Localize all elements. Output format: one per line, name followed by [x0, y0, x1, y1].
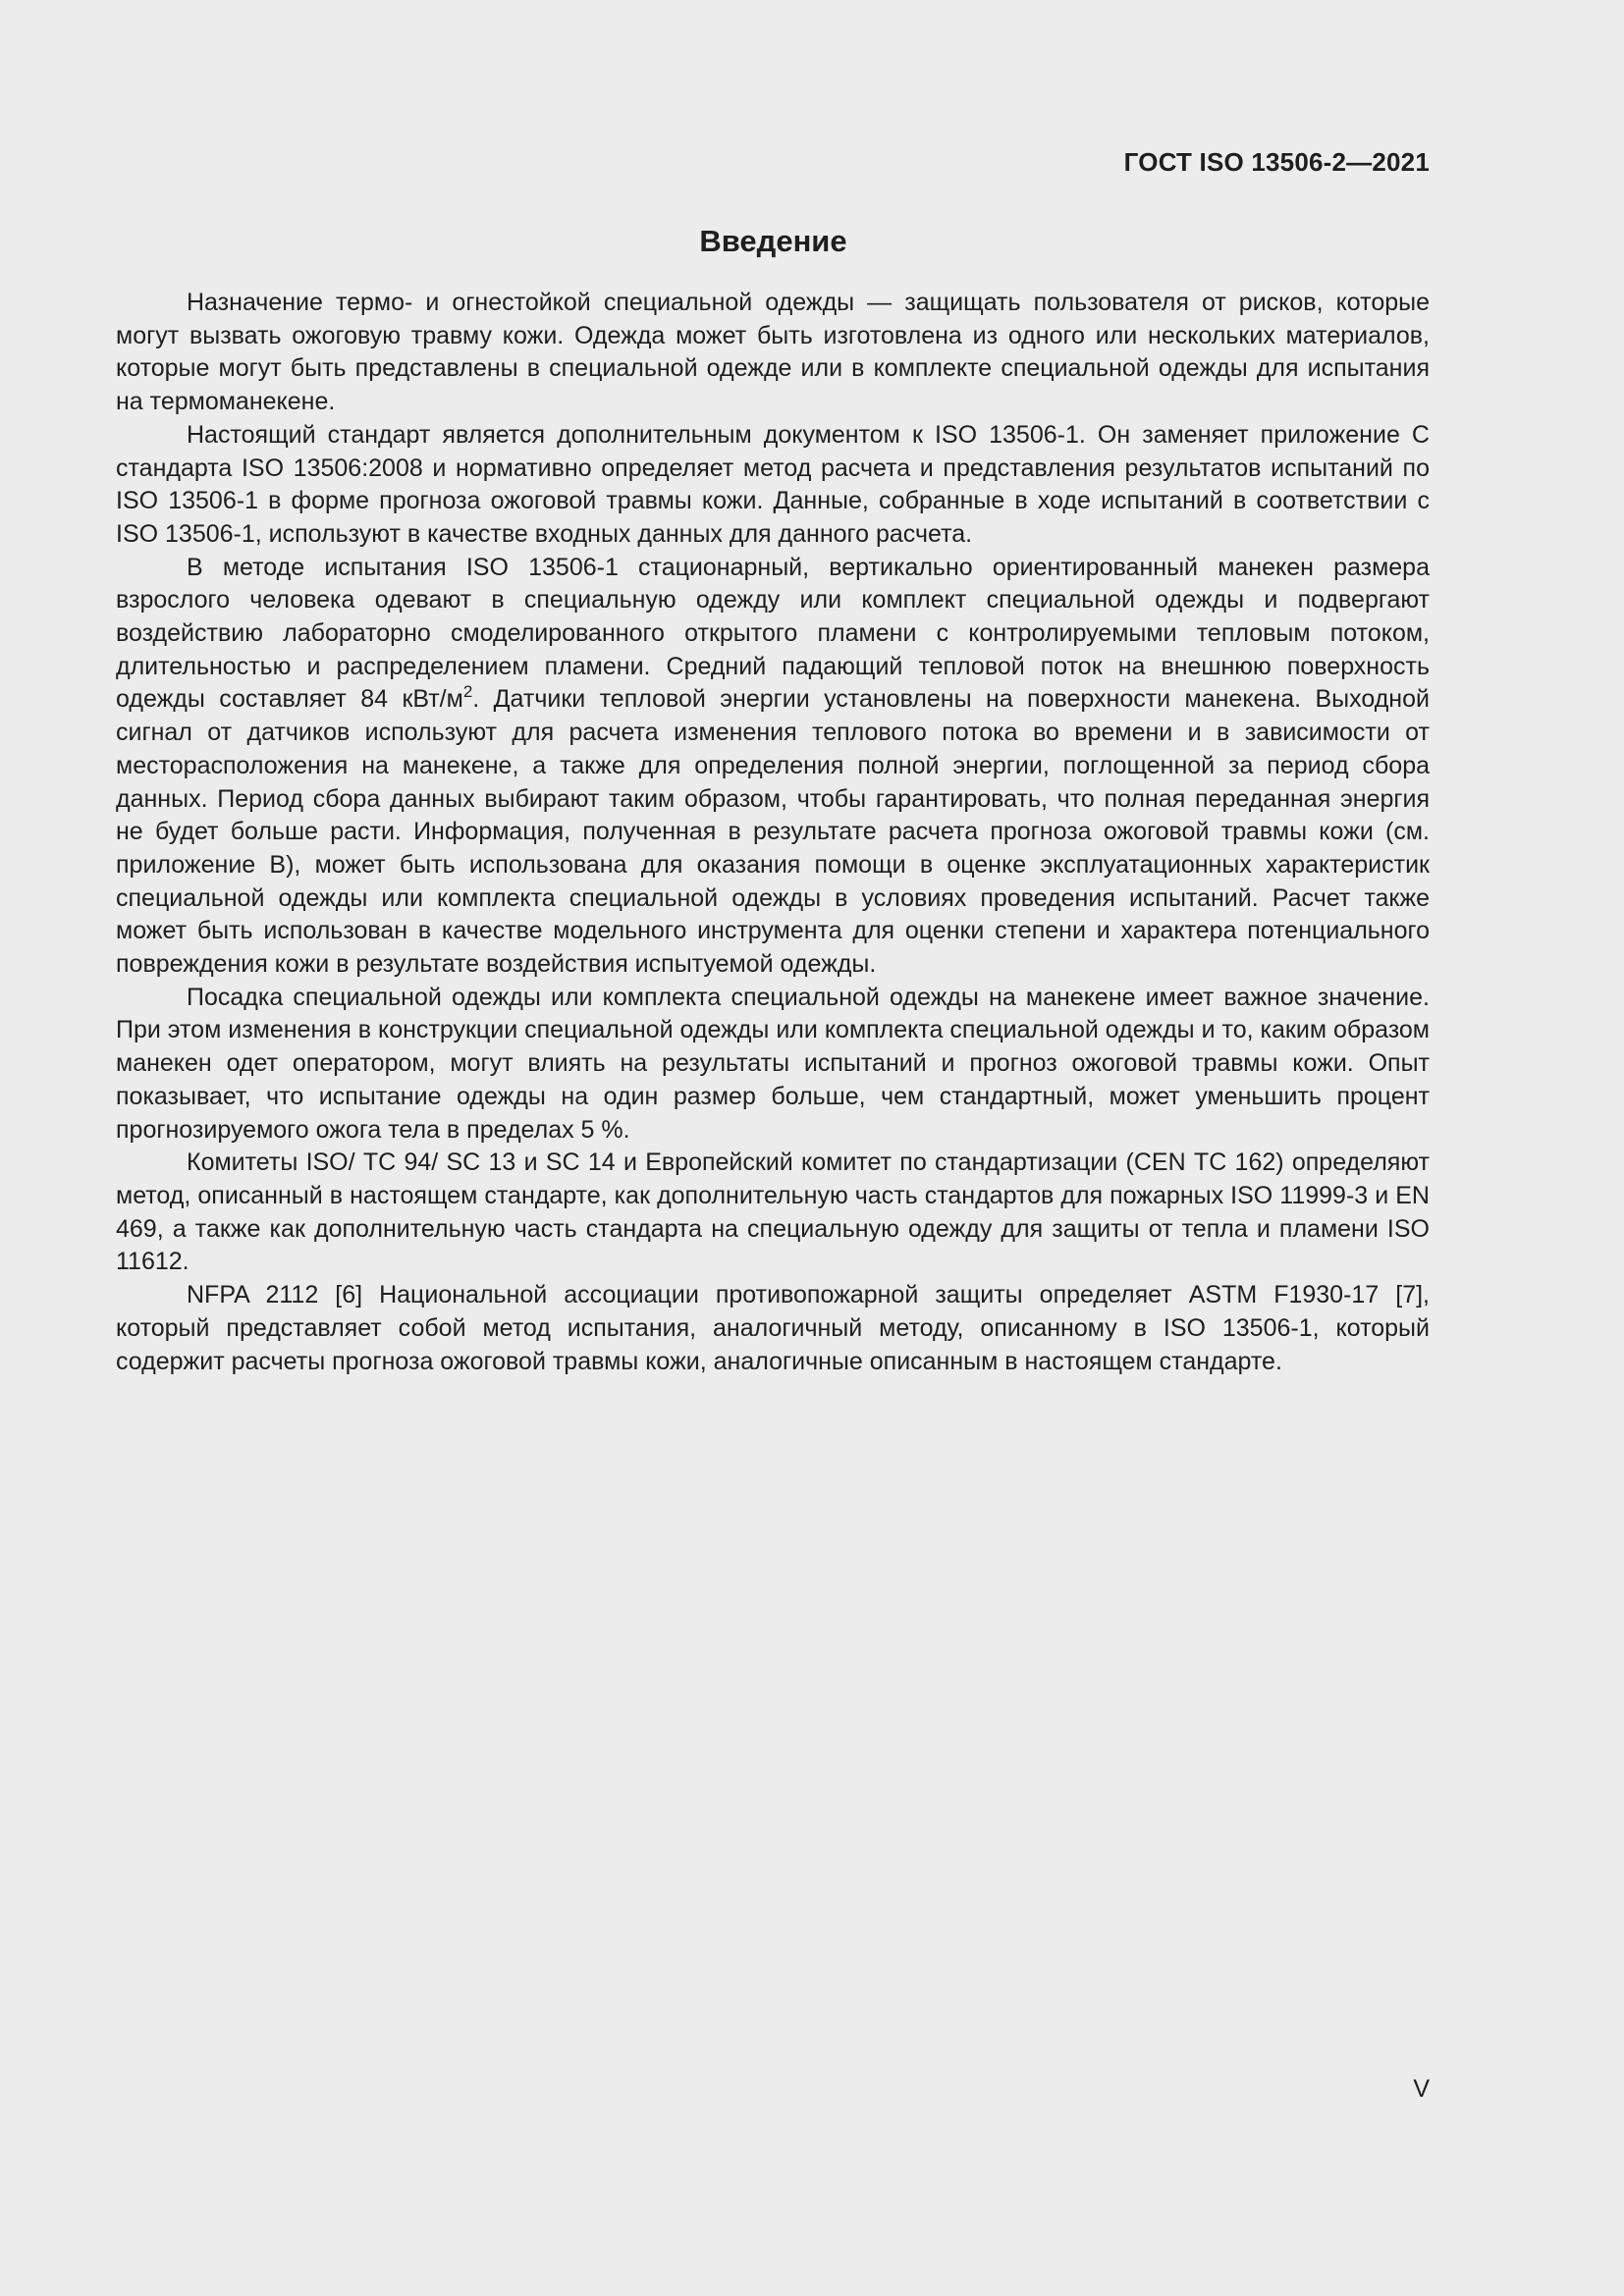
section-title: Введение: [699, 224, 847, 258]
document-code-header: ГОСТ ISO 13506-2—2021: [1123, 147, 1430, 177]
paragraph-test-method-part-2: . Датчики тепловой энергии установлены на поверхности манекена. Выходной сигнал от датчиков используют для расчета изменения теплового потока во времени и в зависимости от месторасположения на манекене, а также для определения полной энергии, поглощенной за период сбора данных. Период сбора данных выбирают таким образом, чтобы гарантировать, что полная переданная энергия не будет больше расти. Информация, полученная в результате расчета прогноза ожоговой травмы кожи (см. приложение В), может быть использована для оказания помощи в оценке эксплуатационных характеристик специальной одежды или комплекта специальной одежды в условиях проведения испытаний. Расчет также может быть использован в качестве модельного инструмента для оценки степени и характера потенциального повреждения кожи в результате воздействия испытуемой одежды.: [116, 685, 1430, 979]
unit-superscript: 2: [462, 682, 473, 702]
paragraph-scope: Настоящий стандарт является дополнительным документом к ISO 13506-1. Он заменяет приложение С стандарта ISO 13506:2008 и нормативно определяет метод расчета и представления результатов испытаний по ISO 13506-1 в форме прогноза ожоговой травмы кожи. Данные, собранные в ходе испытаний в соответствии с ISO 13506-1, используют в качестве входных данных для данного расчета.: [116, 420, 1430, 548]
paragraph-test-method-part-1: В методе испытания ISO 13506-1 стационарный, вертикально ориентированный манекен размера взрослого человека одевают в специальную одежду или комплект специальной одежды и подвергают воздействию лабораторно смоделированного открытого пламени с контролируемыми тепловым потоком, длительностью и распределением пламени. Средний падающий тепловой поток на внешнюю поверхность одежды составляет 84 кВт/м: [116, 553, 1430, 714]
paragraph-garment-fit: Посадка специальной одежды или комплекта специальной одежды на манекене имеет важное значение. При этом изменения в конструкции специальной одежды или комплекта специальной одежды и то, каким образом манекен одет оператором, могут влиять на результаты испытаний и прогноз ожоговой травмы кожи. Опыт показывает, что испытание одежды на один размер больше, чем стандартный, может уменьшить процент прогнозируемого ожога тела в пределах 5 %.: [116, 983, 1430, 1144]
paragraph-test-method: [116, 552, 1430, 982]
paragraph-purpose: Назначение термо- и огнестойкой специальной одежды — защищать пользователя от рисков, которые могут вызвать ожоговую травму кожи. Одежда может быть изготовлена из одного или нескольких материалов, которые могут быть представлены в специальной одежде или в комплекте специальной одежды для испытания на термоманекене.: [116, 289, 1430, 416]
body-text: [116, 287, 1430, 1378]
paragraph-nfpa: NFPA 2112 [6] Национальной ассоциации противопожарной защиты определяет ASTM F1930-17 [7], который представляет собой метод испытания, аналогичный методу, описанному в ISO 13506-1, который содержит расчеты прогноза ожоговой травмы кожи, аналогичные описанным в настоящем стандарте.: [116, 1281, 1430, 1375]
paragraph-committees: Комитеты ISO/ ТС 94/ SC 13 и SC 14 и Европейский комитет по стандартизации (CEN ТС 162) определяют метод, описанный в настоящем стандарте, как дополнительную часть стандартов для пожарных ISO 11999-3 и EN 469, а также как дополнительную часть стандарта на специальную одежду для защиты от тепла и пламени ISO 11612.: [116, 1148, 1430, 1276]
page-number: V: [1413, 2075, 1430, 2103]
